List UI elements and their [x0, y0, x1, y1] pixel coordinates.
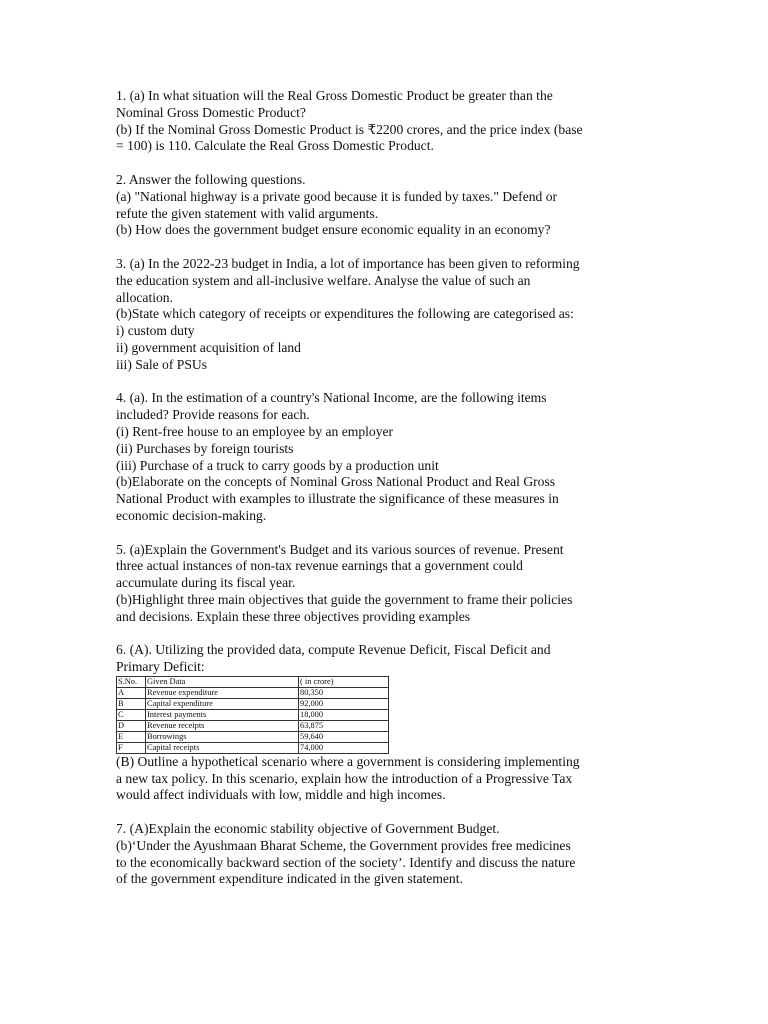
question-line: = 100) is 110. Calculate the Real Gross Domestic Product. — [116, 138, 434, 154]
question-line: (b)Elaborate on the concepts of Nominal Gross National Product and Real Gross — [116, 474, 556, 490]
question-line: (b)State which category of receipts or expenditures the following are categorised as: — [116, 306, 574, 322]
question-line: (b)‘Under the Ayushmaan Bharat Scheme, the Government provides free medicines — [116, 837, 571, 853]
table-row — [117, 709, 389, 720]
question-line: included? Provide reasons for each. — [116, 407, 310, 423]
table-cell: 18,000 — [299, 709, 389, 720]
given-data-table — [116, 676, 389, 754]
table-header-cell: Given Data — [146, 676, 299, 687]
question-line: (iii) Purchase of a truck to carry goods by a production unit — [116, 457, 439, 473]
question-line: iii) Sale of PSUs — [116, 356, 208, 372]
question-1 — [116, 88, 656, 155]
question-line: allocation. — [116, 289, 173, 305]
table-cell: D — [117, 720, 146, 731]
question-line: a new tax policy. In this scenario, explain how the introduction of a Progressive Tax — [116, 770, 573, 786]
table-cell: 74,000 — [299, 742, 389, 753]
table-cell: A — [117, 687, 146, 698]
question-line: of the government expenditure indicated in the given statement. — [116, 871, 463, 887]
table-row — [117, 698, 389, 709]
table-cell: F — [117, 742, 146, 753]
question-line: (b) How does the government budget ensure economic equality in an economy? — [116, 222, 551, 238]
question-line: (b)Highlight three main objectives that guide the government to frame their policies — [116, 591, 573, 607]
table-header-cell: S.No. — [117, 676, 146, 687]
table-row — [117, 720, 389, 731]
question-line: Nominal Gross Domestic Product? — [116, 104, 306, 120]
question-5 — [116, 542, 656, 626]
question-line: (i) Rent-free house to an employee by an employer — [116, 423, 394, 439]
table-header-cell: ( in crore) — [299, 676, 389, 687]
table-cell: Borrowings — [146, 731, 299, 742]
question-line: 2. Answer the following questions. — [116, 171, 306, 187]
question-line: and decisions. Explain these three objectives providing examples — [116, 608, 471, 624]
question-line: the education system and all-inclusive welfare. Analyse the value of such an — [116, 272, 531, 288]
question-line: Primary Deficit: — [116, 659, 205, 675]
question-line: (ii) Purchases by foreign tourists — [116, 440, 294, 456]
table-row — [117, 731, 389, 742]
question-line: i) custom duty — [116, 323, 195, 339]
question-6 — [116, 642, 656, 804]
table-cell: Interest payments — [146, 709, 299, 720]
table-cell: Capital receipts — [146, 742, 299, 753]
table-cell: 63,875 — [299, 720, 389, 731]
question-line: ii) government acquisition of land — [116, 339, 301, 355]
table-cell: Capital expenditure — [146, 698, 299, 709]
table-row — [117, 687, 389, 698]
question-line: would affect individuals with low, middle and high incomes. — [116, 787, 446, 803]
question-line: accumulate during its fiscal year. — [116, 575, 296, 591]
table-cell: B — [117, 698, 146, 709]
table-cell: 59,640 — [299, 731, 389, 742]
table-cell: 92,000 — [299, 698, 389, 709]
question-2 — [116, 172, 656, 239]
question-line: 4. (a). In the estimation of a country's National Income, are the following items — [116, 390, 547, 406]
table-cell: C — [117, 709, 146, 720]
table-cell: Revenue expenditure — [146, 687, 299, 698]
question-line: refute the given statement with valid arguments. — [116, 205, 379, 221]
table-row — [117, 742, 389, 753]
question-line: 5. (a)Explain the Government's Budget and its various sources of revenue. Present — [116, 541, 564, 557]
table-header-row — [117, 676, 389, 687]
question-7 — [116, 821, 656, 888]
table-cell: Revenue receipts — [146, 720, 299, 731]
question-4 — [116, 390, 656, 524]
question-line: to the economically backward section of the society’. Identify and discuss the nature — [116, 854, 576, 870]
question-line: three actual instances of non-tax revenue earnings that a government could — [116, 558, 523, 574]
question-line: National Product with examples to illustrate the significance of these measures in — [116, 491, 559, 507]
question-line: (a) "National highway is a private good because it is funded by taxes." Defend or — [116, 188, 558, 204]
question-line: 3. (a) In the 2022-23 budget in India, a lot of importance has been given to reforming — [116, 255, 580, 271]
document-page — [116, 88, 656, 888]
question-line: 1. (a) In what situation will the Real Gross Domestic Product be greater than the — [116, 88, 553, 103]
table-cell: E — [117, 731, 146, 742]
question-line: 6. (A). Utilizing the provided data, compute Revenue Deficit, Fiscal Deficit and — [116, 642, 551, 658]
table-cell: 80,350 — [299, 687, 389, 698]
question-line: (B) Outline a hypothetical scenario where a government is considering implementing — [116, 753, 580, 769]
question-line: (b) If the Nominal Gross Domestic Product is ₹2200 crores, and the price index (base — [116, 121, 583, 137]
question-line: 7. (A)Explain the economic stability objective of Government Budget. — [116, 821, 500, 837]
question-line: economic decision-making. — [116, 507, 267, 523]
question-3 — [116, 256, 656, 374]
